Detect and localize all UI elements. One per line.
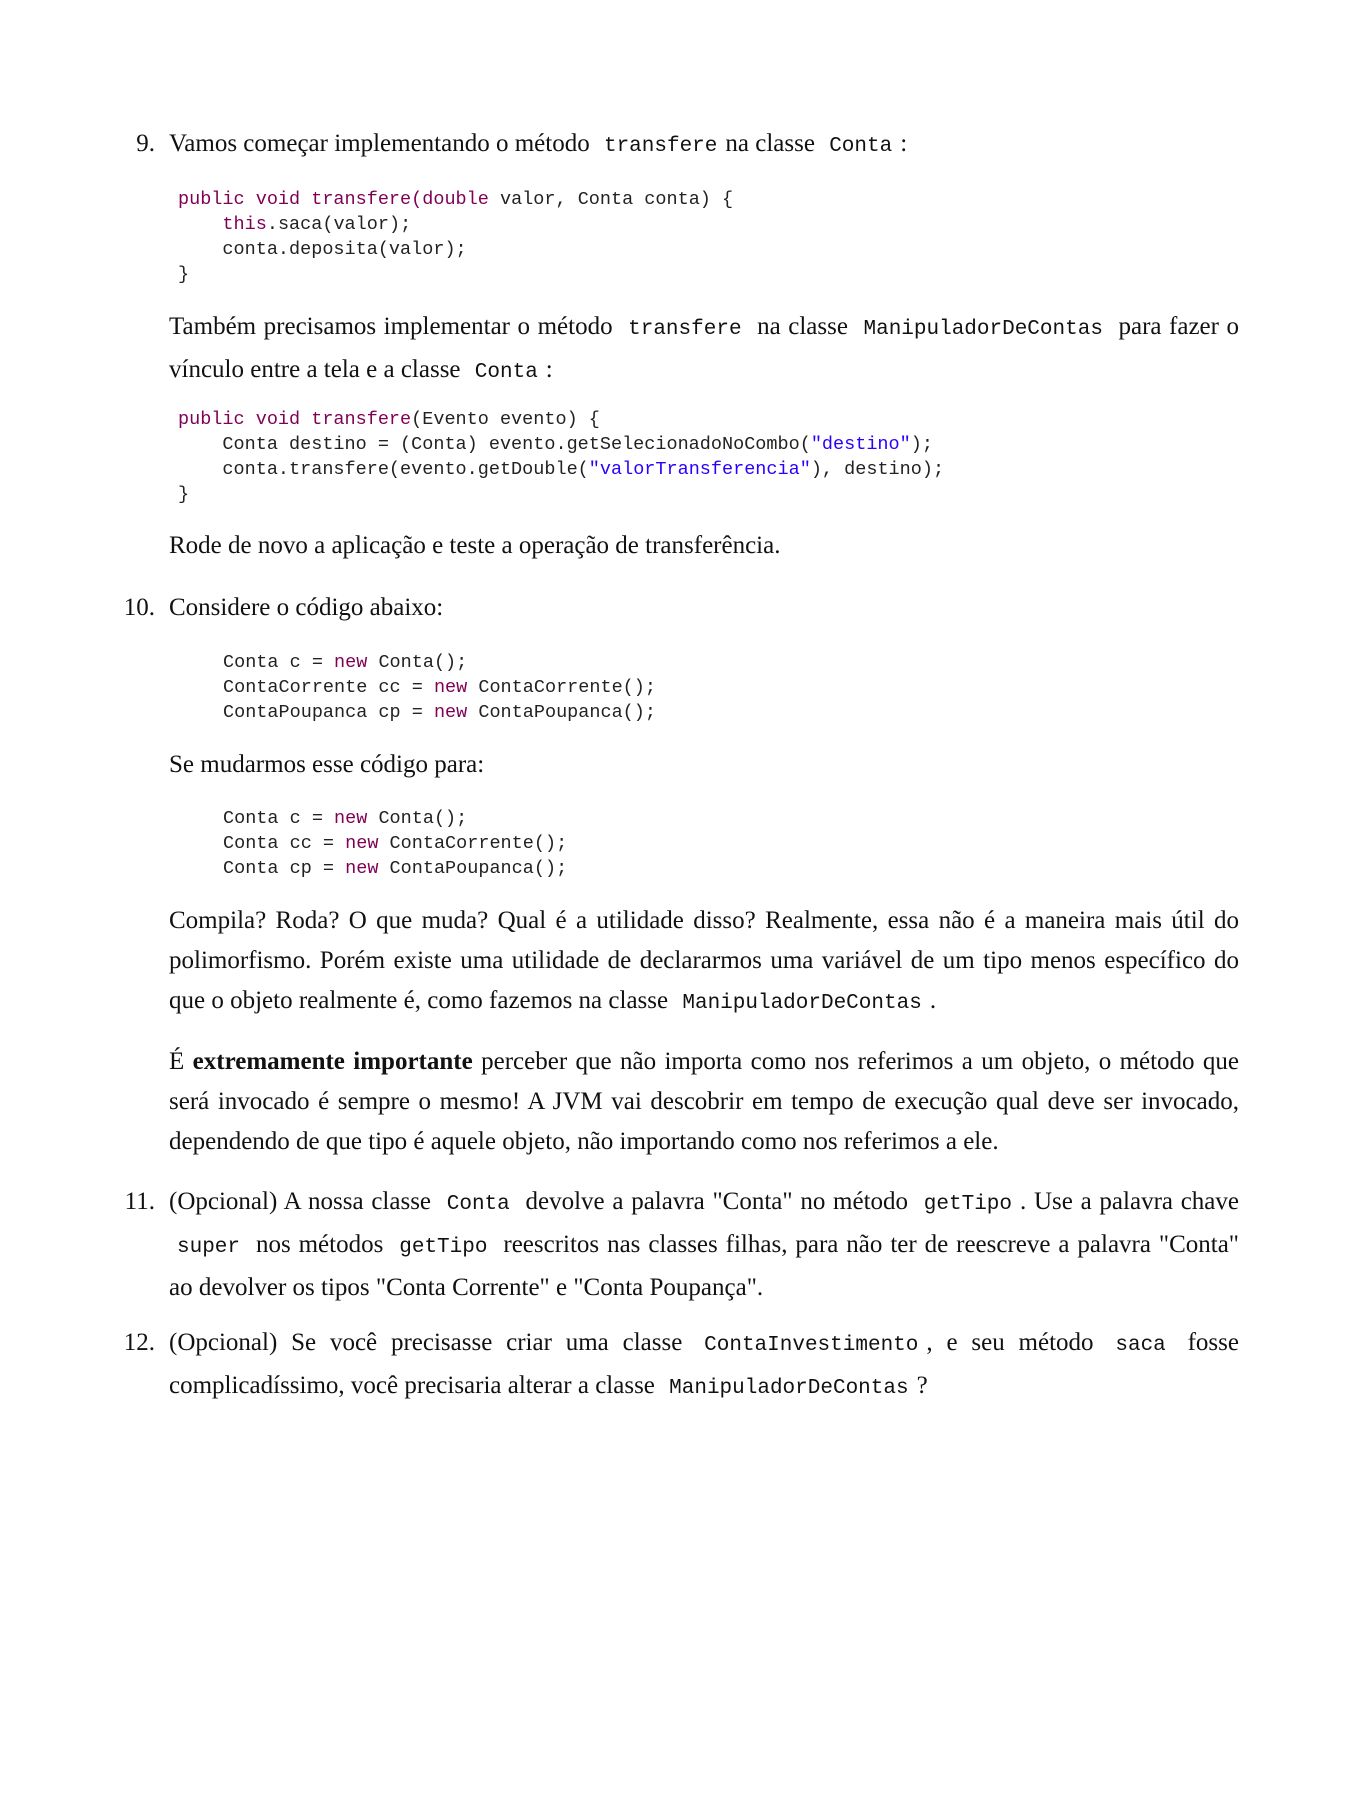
code-text: conta.transfere(evento.getDouble( bbox=[178, 459, 589, 480]
item10-intro: Considere o código abaixo: bbox=[169, 594, 444, 621]
code-keyword: new bbox=[345, 833, 379, 854]
item9-paragraph-manipulador bbox=[169, 307, 1239, 393]
code-block-declarations bbox=[223, 650, 656, 725]
code-text: ContaCorrente(); bbox=[467, 677, 656, 698]
text: na classe bbox=[757, 313, 848, 340]
text: (Opcional) Se você precisasse criar uma classe bbox=[169, 1329, 683, 1356]
text: para fazer o vínculo entre a tela e a classe bbox=[169, 313, 1240, 383]
code-line bbox=[178, 432, 944, 457]
code-line bbox=[178, 237, 733, 262]
code-line bbox=[223, 806, 567, 831]
text: Compila? Roda? O que muda? Qual é a utilidade disso? Realmente, essa não é a maneira mais útil do polimorfismo. Porém existe uma utilidade de declararmos uma variável de um tipo menos específico do que o objeto realmente é, como fazemos na classe bbox=[169, 907, 1239, 1014]
code-text: Conta cc = bbox=[223, 833, 346, 854]
inline-code: Conta bbox=[829, 135, 893, 158]
text: (Opcional) A nossa classe bbox=[169, 1188, 432, 1215]
inline-code: ManipuladorDeContas bbox=[682, 992, 922, 1015]
code-text: Conta c = bbox=[223, 652, 335, 673]
code-text: Conta(); bbox=[367, 808, 468, 829]
inline-code: ManipuladorDeContas bbox=[863, 318, 1103, 341]
item11-text bbox=[169, 1182, 1239, 1308]
code-line bbox=[223, 700, 656, 725]
code-line bbox=[178, 457, 944, 482]
inline-code: ManipuladorDeContas bbox=[669, 1377, 909, 1400]
code-text bbox=[178, 214, 222, 235]
code-keyword: public void transfere bbox=[178, 409, 412, 430]
code-text: Conta cp = bbox=[223, 858, 346, 879]
inline-code: super bbox=[177, 1236, 241, 1259]
text: devolve a palavra "Conta" no método bbox=[525, 1188, 909, 1215]
code-keyword: new bbox=[433, 702, 468, 723]
code-text: Conta destino = (Conta) evento.getSelecionadoNoCombo( bbox=[178, 434, 811, 455]
text: : bbox=[545, 356, 553, 383]
code-line bbox=[178, 187, 733, 212]
code-line bbox=[178, 212, 733, 237]
code-block-transfere-evento bbox=[178, 407, 944, 507]
code-keyword: public void transfere( bbox=[178, 189, 423, 210]
item12-text bbox=[169, 1323, 1239, 1409]
text: : bbox=[900, 130, 908, 157]
code-text: .saca(valor); bbox=[266, 214, 412, 235]
code-text: ContaPoupanca cp = bbox=[223, 702, 434, 723]
item10-paragraph-importante bbox=[169, 1042, 1239, 1162]
inline-code: transfere bbox=[628, 318, 742, 341]
code-keyword: this bbox=[222, 214, 267, 235]
inline-code: getTipo bbox=[399, 1236, 488, 1259]
code-text: ContaCorrente(); bbox=[378, 833, 568, 854]
code-line bbox=[223, 675, 656, 700]
code-keyword: new bbox=[433, 677, 468, 698]
code-line bbox=[178, 407, 944, 432]
inline-code: Conta bbox=[446, 1193, 510, 1216]
text: perceber que não importa como nos referimos a um objeto, o método que será invocado é sempre o mesmo! A JVM vai descobrir em tempo de execução qual deve ser invocado, dependendo de que tipo é aquele objeto, não importando como nos referimos a ele. bbox=[169, 1048, 1240, 1155]
code-string: "valorTransferencia" bbox=[588, 459, 811, 480]
code-text: ContaCorrente cc = bbox=[223, 677, 434, 698]
code-text: } bbox=[178, 484, 190, 505]
code-text: ContaPoupanca(); bbox=[467, 702, 656, 723]
inline-code: saca bbox=[1115, 1334, 1166, 1357]
text: ? bbox=[916, 1372, 928, 1399]
text: Também precisamos implementar o método bbox=[169, 313, 613, 340]
text: Vamos começar implementando o método bbox=[169, 130, 590, 157]
code-text: } bbox=[178, 264, 190, 285]
code-text: Conta(); bbox=[367, 652, 468, 673]
inline-code: getTipo bbox=[923, 1193, 1013, 1216]
text: . bbox=[929, 987, 937, 1014]
bold-text: extremamente importante bbox=[192, 1048, 473, 1075]
code-line bbox=[178, 482, 944, 507]
text: reescritos nas classes filhas, para não ter de reescreve a palavra "Conta" ao devolver os tipos "Conta Corrente" e "Conta Poupança". bbox=[169, 1231, 1240, 1301]
code-line bbox=[223, 831, 567, 856]
inline-code: transfere bbox=[603, 135, 718, 158]
text: , e seu método bbox=[926, 1329, 1094, 1356]
code-line bbox=[178, 262, 733, 287]
code-line bbox=[223, 650, 656, 675]
code-keyword: double bbox=[422, 189, 489, 210]
inline-code: Conta bbox=[474, 361, 538, 384]
code-text: ContaPoupanca(); bbox=[378, 858, 568, 879]
item9-intro bbox=[169, 124, 1239, 167]
item-number-11: 11. bbox=[124, 1188, 155, 1215]
text: nos métodos bbox=[255, 1231, 384, 1258]
item9-paragraph-rode: Rode de novo a aplicação e teste a operação de transferência. bbox=[169, 532, 781, 559]
code-block-declarations-changed bbox=[223, 806, 567, 881]
code-text: valor, Conta conta) { bbox=[488, 189, 734, 210]
code-keyword: new bbox=[334, 808, 368, 829]
code-block-transfere-conta bbox=[178, 187, 733, 287]
code-text: Conta c = bbox=[223, 808, 335, 829]
text: na classe bbox=[725, 130, 815, 157]
code-text: conta.deposita(valor); bbox=[178, 239, 467, 260]
text: fosse complicadíssimo, você precisaria alterar a classe bbox=[169, 1329, 1239, 1399]
code-keyword: new bbox=[334, 652, 368, 673]
code-text: ); bbox=[910, 434, 933, 455]
item10-paragraph-mudarmos: Se mudarmos esse código para: bbox=[169, 751, 485, 778]
code-string: "destino" bbox=[810, 434, 911, 455]
item-number-12: 12. bbox=[123, 1329, 155, 1356]
code-text: ), destino); bbox=[810, 459, 945, 480]
item-number-10: 10. bbox=[123, 594, 155, 621]
text: . Use a palavra chave bbox=[1020, 1188, 1240, 1215]
item-number-9: 9. bbox=[136, 130, 155, 157]
code-keyword: new bbox=[345, 858, 379, 879]
item10-paragraph-compila bbox=[169, 901, 1239, 1024]
text: É bbox=[169, 1048, 185, 1075]
code-text: (Evento evento) { bbox=[411, 409, 600, 430]
inline-code: ContaInvestimento bbox=[704, 1334, 919, 1357]
code-line bbox=[223, 856, 567, 881]
